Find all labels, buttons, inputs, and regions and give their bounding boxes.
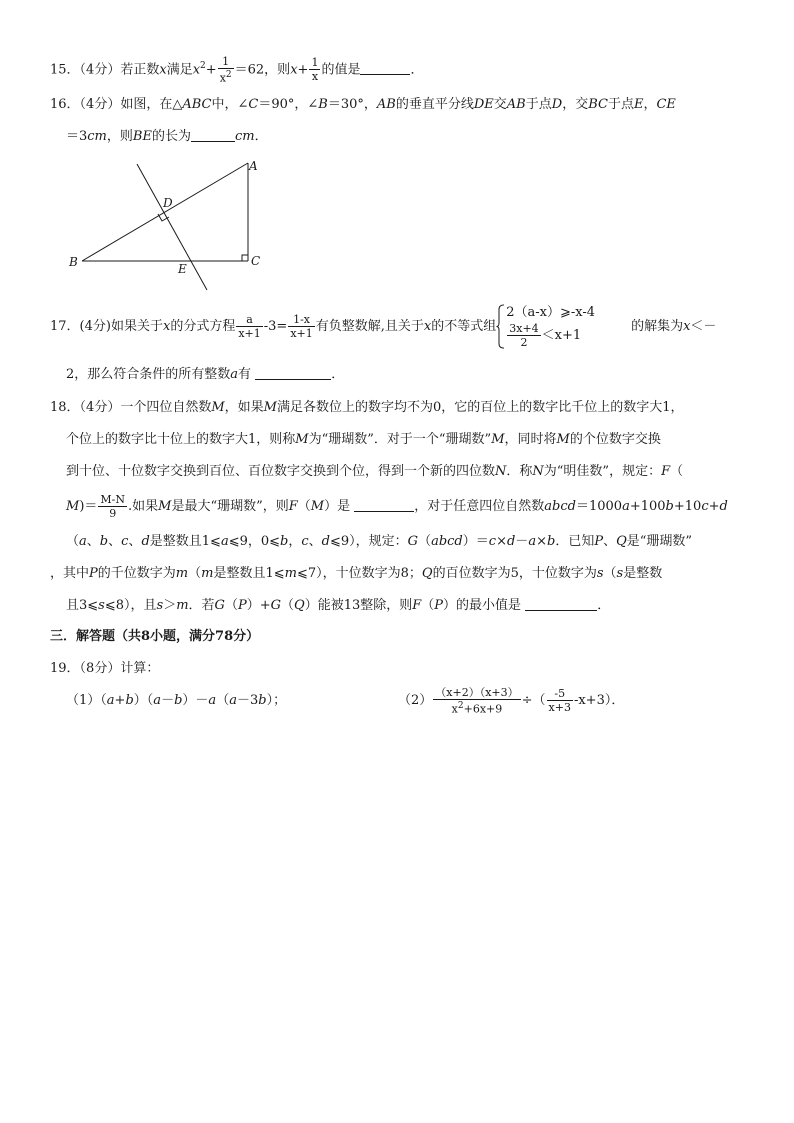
fraction: $\frac{1}{x}$ — [311, 56, 319, 84]
question-18-line-7: 且3⩽s⩽8），且s＞m．若G（P）+G（Q）能被13整除，则F（P）的最小值是 ． — [66, 598, 611, 613]
label-e: E — [178, 262, 187, 276]
question-18-line-2: 个位上的数字比十位上的数字大1，则称M为“珊瑚数”．对于一个“珊瑚数”M，同时将M的个位数字交换 — [66, 432, 661, 447]
answer-blank — [354, 499, 414, 512]
question-17-line-1: 17．(4分)如果关于x的分式方程 $\frac{a}{x+1}$ -3= $\frac{1-x}{x+1}$ 有负整数解,且关于x的不等式组 2（a-x）⩾-x-4 $\frac{3x+4}{2}$ ＜x+1 的解集为x＜－ — [50, 305, 717, 349]
question-16-line-1: 16．（4分）如图，在△ABC中，∠C＝90°，∠B＝30°，AB的垂直平分线DE交AB于点D，交BC于点E，CE — [50, 97, 676, 112]
question-18-line-3: 到十位、十位数字交换到百位、百位数字交换到个位，得到一个新的四位数N．称N为“明佳数”，规定：F（ — [66, 464, 684, 479]
fraction: $\frac{a}{x+1}$ — [238, 313, 261, 340]
right-angle-mark-c — [242, 255, 248, 261]
answer-blank — [525, 598, 597, 611]
answer-blank — [191, 129, 235, 142]
segment-ba — [82, 163, 248, 261]
question-18-line-5: （a、b、c、d是整数且1⩽a⩽9，0⩽b，c、d⩽9），规定：G（abcd）＝c×d－a×b．已知P、Q是“珊瑚数” — [66, 534, 693, 549]
fraction: $\frac{1-x}{x+1}$ — [290, 313, 313, 340]
section-3-heading: 三．解答题（共8小题，满分78分） — [50, 629, 260, 644]
fraction: $\frac{1}{x^2}$ — [219, 55, 232, 85]
label-d: D — [163, 196, 173, 210]
brace-icon — [496, 304, 505, 349]
answer-blank — [255, 367, 331, 380]
fraction: $\frac{(x+2)(x+3)}{x^2+6x+9}$ — [435, 685, 519, 716]
fraction: $\frac{M-N}{9}$ — [100, 493, 125, 520]
question-19-part-1: （1）（a+b）（a－b）－a（a－3b）； — [66, 693, 287, 708]
label-a: A — [249, 159, 258, 173]
question-15: 15．（4分）若正数x满足$x^2+$ $\frac{1}{x^2}$ ＝62，则x+ $\frac{1}{x}$ 的值是 ． — [50, 55, 424, 85]
perpendicular-bisector-de — [137, 164, 207, 290]
label-c: C — [251, 254, 261, 268]
question-18-line-6: ，其中P的千位数字为m（m是整数且1⩽m⩽7），十位数字为8；Q的百位数字为5，十位数字为s（s是整数 — [50, 566, 663, 581]
label-b: B — [69, 255, 78, 269]
inequality-system: 2（a-x）⩾-x-4 $\frac{3x+4}{2}$ ＜x+1 — [496, 304, 595, 349]
question-17-line-2: 2，那么符合条件的所有整数a有 ． — [66, 367, 345, 382]
question-16-line-2: ＝3cm，则BE的长为 cm． — [66, 129, 268, 144]
question-18-line-1: 18．（4分）一个四位自然数M，如果M满足各数位上的数字均不为0，它的百位上的数字比千位上的数字大1， — [50, 400, 684, 415]
question-19-part-2: （2） $\frac{(x+2)(x+3)}{x^2+6x+9}$ ÷（ $\frac{-5}{x+3}$ -x+3）． — [398, 685, 625, 716]
fraction: $\frac{-5}{x+3}$ — [548, 687, 571, 714]
triangle-figure — [60, 150, 270, 295]
fraction: $\frac{3x+4}{2}$ — [509, 322, 539, 349]
question-19-title: 19．（8分）计算： — [50, 661, 160, 676]
answer-blank — [360, 62, 410, 75]
question-18-line-4: M)＝ $\frac{M-N}{9}$ .如果M是最大“珊瑚数”，则F（M）是 ，对于任意四位自然数abcd＝1000a+100b+10c+d — [66, 493, 728, 520]
